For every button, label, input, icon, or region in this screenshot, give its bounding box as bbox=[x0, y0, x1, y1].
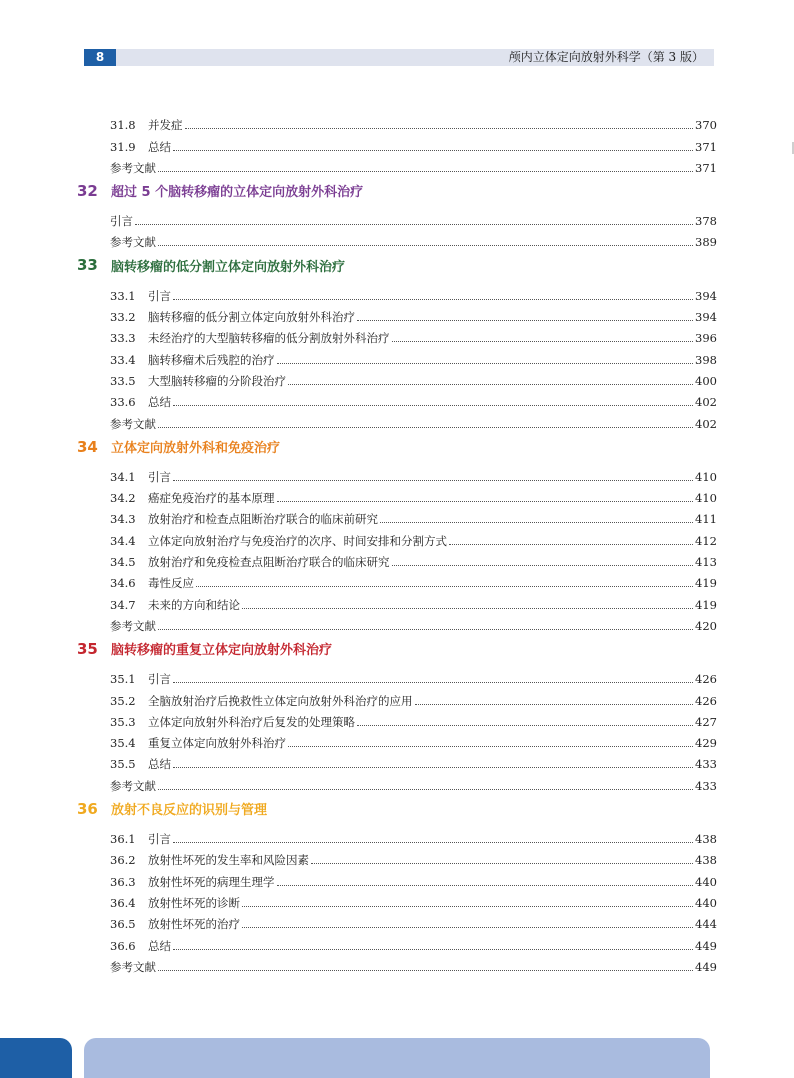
dot-leader bbox=[158, 171, 693, 172]
dot-leader bbox=[173, 767, 693, 768]
page-ref: 371 bbox=[695, 139, 717, 154]
toc-entry[interactable] bbox=[110, 771, 717, 792]
dot-leader bbox=[173, 150, 693, 151]
page-ref: 394 bbox=[695, 310, 717, 325]
page-number: 8 bbox=[84, 49, 116, 66]
section-title: 总结 bbox=[148, 139, 171, 154]
page-ref: 426 bbox=[695, 672, 717, 687]
toc-entry[interactable] bbox=[110, 867, 717, 888]
dot-leader bbox=[392, 565, 694, 566]
page-ref: 449 bbox=[695, 959, 717, 974]
page-ref: 396 bbox=[695, 331, 717, 346]
toc-entry[interactable] bbox=[110, 409, 717, 430]
page-ref: 413 bbox=[695, 555, 717, 570]
section-title: 未经治疗的大型脑转移瘤的低分割放射外科治疗 bbox=[148, 331, 390, 346]
toc-entry[interactable] bbox=[110, 665, 717, 686]
dot-leader bbox=[185, 128, 694, 129]
section-title: 参考文献 bbox=[110, 618, 156, 633]
dot-leader bbox=[158, 970, 693, 971]
section-number: 35.2 bbox=[110, 693, 136, 708]
toc-entry[interactable] bbox=[110, 303, 717, 324]
section-number: 33.3 bbox=[110, 331, 136, 346]
chapter-title: 脑转移瘤的低分割立体定向放射外科治疗 bbox=[111, 259, 346, 275]
section-number: 33.5 bbox=[110, 373, 136, 388]
section-title: 总结 bbox=[148, 757, 171, 772]
section-title: 总结 bbox=[148, 938, 171, 953]
section-title: 参考文献 bbox=[110, 235, 156, 250]
footer-tab-left bbox=[0, 1038, 72, 1078]
section-title: 放射治疗和检查点阻断治疗联合的临床前研究 bbox=[148, 512, 378, 527]
page-ref: 433 bbox=[695, 757, 717, 772]
page-ref: 410 bbox=[695, 491, 717, 506]
footer-band bbox=[84, 1038, 710, 1078]
section-title: 全脑放射治疗后挽救性立体定向放射外科治疗的应用 bbox=[148, 693, 413, 708]
page-ref: 402 bbox=[695, 395, 717, 410]
section-number: 36.6 bbox=[110, 938, 136, 953]
section-number: 35.1 bbox=[110, 672, 136, 687]
dot-leader bbox=[449, 544, 693, 545]
section-number: 33.1 bbox=[110, 288, 136, 303]
toc-entry[interactable] bbox=[110, 505, 717, 526]
page-ref: 420 bbox=[695, 618, 717, 633]
section-number: 34.7 bbox=[110, 597, 136, 612]
dot-leader bbox=[392, 341, 694, 342]
book-title: 颅内立体定向放射外科学（第 3 版） bbox=[508, 50, 704, 64]
chapter-number: 34 bbox=[77, 437, 98, 456]
chapter-number: 35 bbox=[77, 639, 98, 658]
dot-leader bbox=[173, 480, 693, 481]
dot-leader bbox=[173, 405, 693, 406]
section-title: 大型脑转移瘤的分阶段治疗 bbox=[148, 373, 286, 388]
toc-entry[interactable] bbox=[110, 931, 717, 952]
page-ref: 438 bbox=[695, 853, 717, 868]
toc-entry[interactable] bbox=[110, 388, 717, 409]
dot-leader bbox=[357, 320, 693, 321]
section-number: 34.6 bbox=[110, 576, 136, 591]
section-title: 引言 bbox=[148, 288, 171, 303]
toc-entry[interactable] bbox=[110, 953, 717, 974]
section-title: 脑转移瘤术后残腔的治疗 bbox=[148, 352, 275, 367]
page-ref: 398 bbox=[695, 352, 717, 367]
page-ref: 411 bbox=[695, 512, 717, 527]
toc-entry[interactable] bbox=[110, 132, 717, 153]
section-number: 34.1 bbox=[110, 469, 136, 484]
toc-entry[interactable] bbox=[110, 825, 717, 846]
section-number: 35.4 bbox=[110, 736, 136, 751]
toc-entry[interactable] bbox=[110, 686, 717, 707]
page-ref: 378 bbox=[695, 214, 717, 229]
page-ref: 426 bbox=[695, 693, 717, 708]
section-number: 36.3 bbox=[110, 874, 136, 889]
toc-entry[interactable] bbox=[110, 729, 717, 750]
chapter-title: 放射不良反应的识别与管理 bbox=[111, 803, 268, 819]
table-of-contents bbox=[77, 111, 717, 974]
section-number: 34.4 bbox=[110, 533, 136, 548]
dot-leader bbox=[158, 789, 693, 790]
dot-leader bbox=[173, 299, 693, 300]
toc-entry[interactable] bbox=[110, 367, 717, 388]
chapter-number: 32 bbox=[77, 181, 98, 200]
page-ref: 449 bbox=[695, 938, 717, 953]
section-title: 立体定向放射治疗与免疫治疗的次序、时间安排和分割方式 bbox=[148, 533, 447, 548]
dot-leader bbox=[173, 842, 693, 843]
page-ref: 402 bbox=[695, 416, 717, 431]
dot-leader bbox=[135, 224, 693, 225]
page-ref: 433 bbox=[695, 778, 717, 793]
dot-leader bbox=[311, 863, 693, 864]
section-number: 34.5 bbox=[110, 555, 136, 570]
dot-leader bbox=[288, 746, 693, 747]
section-title: 重复立体定向放射外科治疗 bbox=[148, 736, 286, 751]
toc-entry[interactable] bbox=[110, 910, 717, 931]
dot-leader bbox=[415, 704, 694, 705]
section-number: 33.6 bbox=[110, 395, 136, 410]
toc-entry[interactable] bbox=[110, 708, 717, 729]
toc-entry[interactable] bbox=[110, 750, 717, 771]
chapter-title: 超过 5 个脑转移瘤的立体定向放射外科治疗 bbox=[111, 185, 364, 201]
page-ref: 429 bbox=[695, 736, 717, 751]
dot-leader bbox=[277, 501, 694, 502]
toc-entry[interactable] bbox=[110, 569, 717, 590]
chapter-title: 脑转移瘤的重复立体定向放射外科治疗 bbox=[111, 643, 333, 659]
section-title: 引言 bbox=[110, 214, 133, 229]
section-title: 毒性反应 bbox=[148, 576, 194, 591]
section-number: 34.2 bbox=[110, 491, 136, 506]
dot-leader bbox=[288, 384, 693, 385]
page-ref: 371 bbox=[695, 160, 717, 175]
section-title: 放射性坏死的发生率和风险因素 bbox=[148, 853, 309, 868]
section-number: 33.2 bbox=[110, 310, 136, 325]
section-title: 参考文献 bbox=[110, 416, 156, 431]
dot-leader bbox=[380, 522, 693, 523]
dot-leader bbox=[277, 885, 694, 886]
section-title: 总结 bbox=[148, 395, 171, 410]
page-ref: 370 bbox=[695, 118, 717, 133]
section-number: 31.9 bbox=[110, 139, 136, 154]
section-title: 立体定向放射外科治疗后复发的处理策略 bbox=[148, 714, 355, 729]
chapter-heading[interactable] bbox=[77, 249, 717, 281]
toc-entry[interactable] bbox=[110, 324, 717, 345]
section-title: 放射性坏死的病理生理学 bbox=[148, 874, 275, 889]
page-ref: 440 bbox=[695, 895, 717, 910]
page-ref: 427 bbox=[695, 714, 717, 729]
page-ref: 389 bbox=[695, 235, 717, 250]
page-ref: 438 bbox=[695, 832, 717, 847]
section-title: 引言 bbox=[148, 469, 171, 484]
section-number: 35.3 bbox=[110, 714, 136, 729]
toc-entry[interactable] bbox=[110, 345, 717, 366]
dot-leader bbox=[196, 586, 693, 587]
chapter-number: 33 bbox=[77, 256, 98, 275]
chapter-heading[interactable] bbox=[77, 633, 717, 665]
chapter-heading[interactable] bbox=[77, 793, 717, 825]
toc-entry[interactable] bbox=[110, 207, 717, 228]
section-title: 放射性坏死的治疗 bbox=[148, 917, 240, 932]
section-title: 引言 bbox=[148, 832, 171, 847]
section-title: 引言 bbox=[148, 672, 171, 687]
chapter-number: 36 bbox=[77, 799, 98, 818]
section-number: 36.4 bbox=[110, 895, 136, 910]
section-title: 癌症免疫治疗的基本原理 bbox=[148, 491, 275, 506]
section-title: 放射治疗和免疫检查点阻断治疗联合的临床研究 bbox=[148, 555, 390, 570]
dot-leader bbox=[242, 927, 693, 928]
toc-entry[interactable] bbox=[110, 526, 717, 547]
page-ref: 419 bbox=[695, 597, 717, 612]
toc-entry[interactable] bbox=[110, 154, 717, 175]
page-ref: 394 bbox=[695, 288, 717, 303]
chapter-heading[interactable] bbox=[77, 431, 717, 463]
section-number: 31.8 bbox=[110, 118, 136, 133]
section-title: 参考文献 bbox=[110, 778, 156, 793]
dot-leader bbox=[173, 682, 693, 683]
section-number: 33.4 bbox=[110, 352, 136, 367]
section-title: 放射性坏死的诊断 bbox=[148, 895, 240, 910]
chapter-heading[interactable] bbox=[77, 175, 717, 207]
dot-leader bbox=[173, 949, 693, 950]
toc-entry[interactable] bbox=[110, 281, 717, 302]
section-title: 参考文献 bbox=[110, 160, 156, 175]
page-ref: 412 bbox=[695, 533, 717, 548]
dot-leader bbox=[158, 629, 693, 630]
page-ref: 419 bbox=[695, 576, 717, 591]
toc-entry[interactable] bbox=[110, 889, 717, 910]
dot-leader bbox=[158, 427, 693, 428]
toc-entry[interactable] bbox=[110, 484, 717, 505]
dot-leader bbox=[357, 725, 693, 726]
page-ref: 410 bbox=[695, 469, 717, 484]
section-number: 34.3 bbox=[110, 512, 136, 527]
chapter-title: 立体定向放射外科和免疫治疗 bbox=[111, 441, 281, 457]
toc-entry[interactable] bbox=[110, 463, 717, 484]
dot-leader bbox=[277, 363, 694, 364]
section-number: 36.1 bbox=[110, 832, 136, 847]
dot-leader bbox=[242, 906, 693, 907]
toc-entry[interactable] bbox=[110, 612, 717, 633]
toc-entry[interactable] bbox=[110, 111, 717, 132]
toc-entry[interactable] bbox=[110, 548, 717, 569]
toc-entry[interactable] bbox=[110, 590, 717, 611]
dot-leader bbox=[242, 608, 693, 609]
section-title: 参考文献 bbox=[110, 959, 156, 974]
section-title: 脑转移瘤的低分割立体定向放射外科治疗 bbox=[148, 310, 355, 325]
toc-entry[interactable] bbox=[110, 228, 717, 249]
page-ref: 440 bbox=[695, 874, 717, 889]
dot-leader bbox=[158, 245, 693, 246]
toc-entry[interactable] bbox=[110, 846, 717, 867]
section-number: 36.2 bbox=[110, 853, 136, 868]
section-number: 36.5 bbox=[110, 917, 136, 932]
page-ref: 444 bbox=[695, 917, 717, 932]
page-ref: 400 bbox=[695, 373, 717, 388]
section-title: 并发症 bbox=[148, 118, 183, 133]
section-number: 35.5 bbox=[110, 757, 136, 772]
section-title: 未来的方向和结论 bbox=[148, 597, 240, 612]
